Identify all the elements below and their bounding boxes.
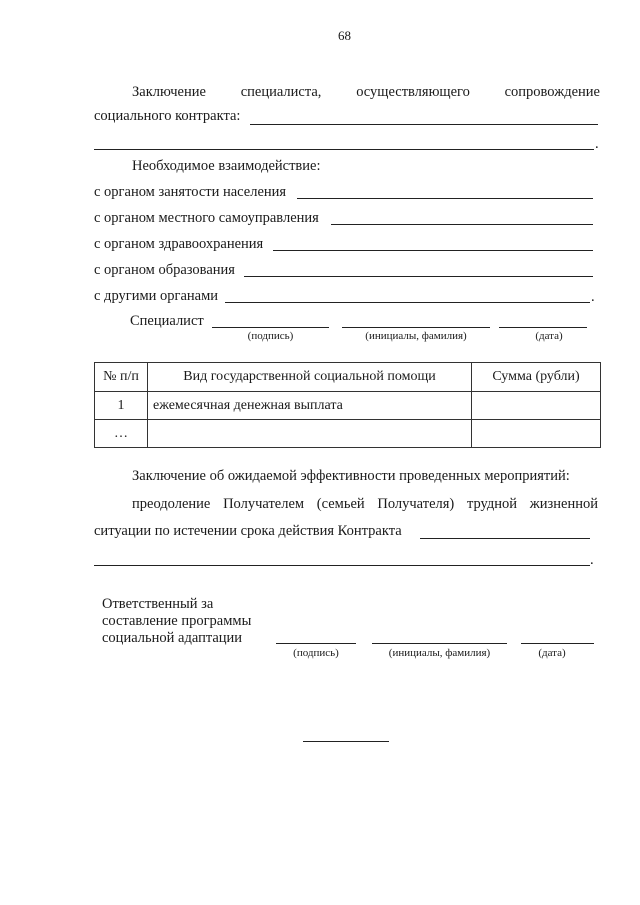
interaction-item: с другими органами [94, 288, 219, 304]
column-header-sum: Сумма (рубли) [472, 363, 601, 392]
responsible-name-field[interactable] [372, 643, 507, 644]
table-row [95, 420, 601, 448]
signature-caption: (подпись) [247, 330, 294, 342]
word-4: сопровождение [504, 84, 600, 100]
specialist-label: Специалист [130, 313, 204, 329]
column-header-number: № п/п [95, 363, 148, 392]
specialist-conclusion-field-1[interactable] [250, 124, 598, 125]
page-number: 68 [338, 28, 351, 43]
cell-number: 1 [95, 392, 148, 420]
interaction-field[interactable] [244, 276, 593, 277]
effectiveness-field-1[interactable] [420, 538, 590, 539]
cell-aid-type[interactable] [148, 420, 472, 448]
specialist-conclusion-field-2[interactable] [94, 149, 594, 150]
responsible-date-field[interactable] [521, 643, 594, 644]
cell-number: … [95, 420, 148, 448]
trailing-period: . [590, 552, 594, 568]
column-header-aid-type: Вид государственной социальной помощи [148, 363, 472, 392]
interaction-field[interactable] [331, 224, 593, 225]
responsible-signature-field[interactable] [276, 643, 356, 644]
specialist-conclusion-heading [132, 84, 600, 101]
effectiveness-text-line-1: преодоление Получателем (семьей Получателя) трудной жизненной [132, 496, 598, 512]
trailing-period: . [595, 136, 599, 152]
date-caption: (дата) [535, 330, 563, 342]
interaction-field[interactable] [273, 250, 593, 251]
word-3: осуществляющего [356, 84, 470, 100]
responsible-line-1: Ответственный за [102, 596, 214, 612]
cell-sum[interactable] [472, 420, 601, 448]
word-1: Заключение [132, 84, 206, 100]
name-caption: (инициалы, фамилия) [388, 647, 491, 659]
cell-aid-type[interactable]: ежемесячная денежная выплата [148, 392, 472, 420]
effectiveness-field-2[interactable] [94, 565, 590, 566]
interaction-item: с органом занятости населения [94, 184, 287, 200]
end-rule [303, 741, 389, 742]
specialist-conclusion-label: социального контракта: [94, 108, 241, 124]
interaction-heading: Необходимое взаимодействие: [132, 158, 321, 174]
specialist-date-field[interactable] [499, 327, 587, 328]
table-header-row [95, 363, 601, 392]
responsible-line-2: составление программы [102, 613, 252, 629]
signature-caption: (подпись) [293, 647, 339, 659]
effectiveness-text-line-2: ситуации по истечении срока действия Контракта [94, 523, 402, 539]
interaction-item: с органом здравоохранения [94, 236, 264, 252]
interaction-field[interactable] [297, 198, 593, 199]
interaction-item: с органом образования [94, 262, 235, 278]
trailing-period: . [591, 289, 595, 305]
name-caption: (инициалы, фамилия) [365, 330, 467, 342]
table-row [95, 392, 601, 420]
word-2: специалиста, [240, 84, 322, 100]
responsible-line-3: социальной адаптации [102, 630, 243, 646]
interaction-item: с органом местного самоуправления [94, 210, 319, 226]
specialist-name-field[interactable] [342, 327, 490, 328]
cell-sum[interactable] [472, 392, 601, 420]
effectiveness-heading: Заключение об ожидаемой эффективности проведенных мероприятий: [132, 468, 570, 484]
date-caption: (дата) [538, 647, 566, 659]
interaction-field[interactable] [225, 302, 590, 303]
specialist-signature-field[interactable] [212, 327, 329, 328]
aid-table [94, 362, 601, 448]
